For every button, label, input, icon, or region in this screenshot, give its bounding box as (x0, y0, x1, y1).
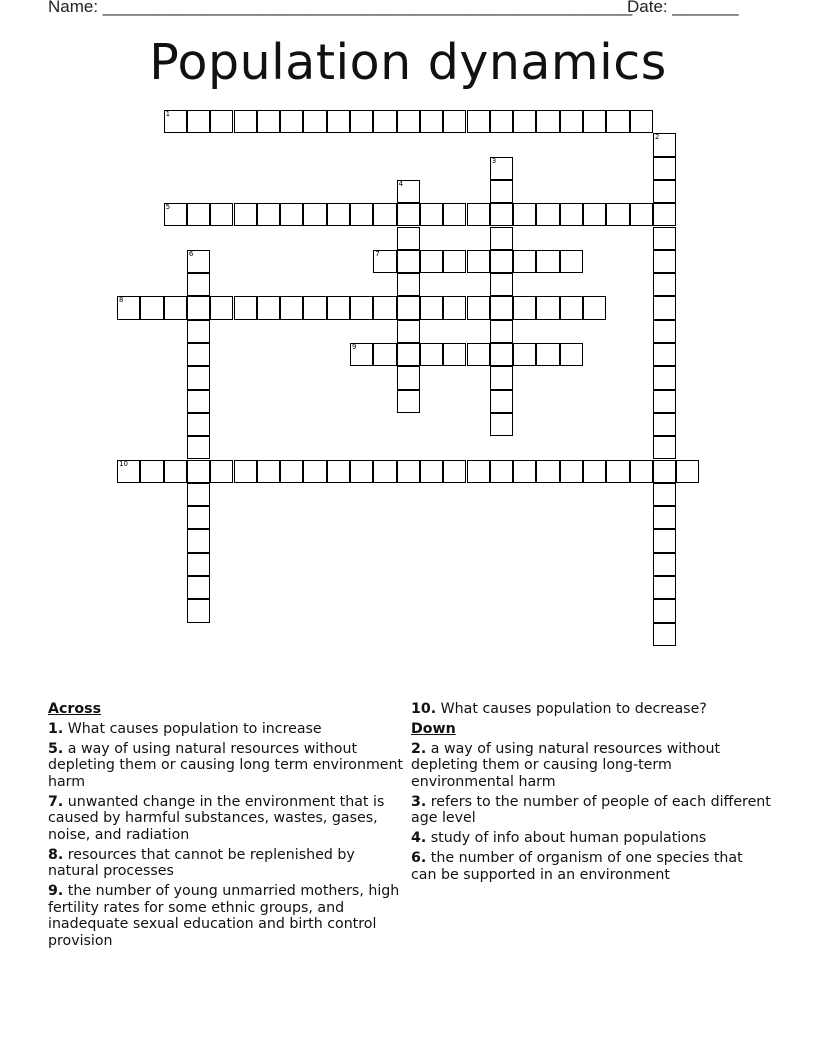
grid-cell[interactable] (397, 110, 420, 133)
grid-cell[interactable] (676, 460, 699, 483)
grid-cell[interactable] (560, 250, 583, 273)
grid-cell[interactable] (210, 203, 233, 226)
grid-cell[interactable] (467, 250, 490, 273)
grid-cell[interactable] (536, 250, 559, 273)
grid-cell[interactable] (513, 296, 536, 319)
grid-cell[interactable] (327, 203, 350, 226)
grid-cell[interactable] (653, 296, 676, 319)
grid-cell[interactable] (536, 296, 559, 319)
grid-cell[interactable] (164, 296, 187, 319)
grid-cell[interactable] (513, 250, 536, 273)
grid-cell[interactable] (653, 460, 676, 483)
grid-cell[interactable] (467, 296, 490, 319)
grid-cell[interactable] (397, 273, 420, 296)
grid-cell[interactable] (187, 320, 210, 343)
grid-cell[interactable] (630, 203, 653, 226)
grid-cell[interactable] (583, 460, 606, 483)
grid-cell[interactable] (117, 460, 140, 483)
grid-cell[interactable] (397, 460, 420, 483)
grid-cell[interactable] (187, 203, 210, 226)
clue-text: What causes population to decrease? (440, 701, 707, 717)
clue-number: 10. (411, 701, 437, 717)
grid-cell[interactable] (187, 343, 210, 366)
clue-number: 5. (48, 740, 64, 757)
grid-cell[interactable] (187, 506, 210, 529)
grid-cell[interactable] (490, 227, 513, 250)
grid-cell[interactable] (536, 203, 559, 226)
clue-text: refers to the number of people of each different age level (411, 793, 771, 826)
clue-text: the number of young unmarried mothers, high fertility rates for some ethnic groups, and inadequate sexual education and birth control provision (48, 883, 400, 949)
grid-cell[interactable] (397, 227, 420, 250)
grid-cell[interactable] (373, 110, 396, 133)
clue-number: 1. (48, 720, 64, 737)
grid-cell[interactable] (164, 203, 187, 226)
grid-cell[interactable] (280, 203, 303, 226)
grid-cell[interactable] (327, 296, 350, 319)
clue-text: a way of using natural resources without depleting them or causing long-term environmental harm (411, 740, 721, 790)
grid-cell[interactable] (560, 460, 583, 483)
grid-cell[interactable] (653, 133, 676, 156)
grid-cell[interactable] (420, 460, 443, 483)
grid-cell[interactable] (187, 273, 210, 296)
clue-text: unwanted change in the environment that is caused by harmful substances, wastes, gases, noise, and radiation (48, 793, 385, 843)
grid-cell[interactable] (443, 296, 466, 319)
grid-cell[interactable] (560, 343, 583, 366)
grid-cell[interactable] (280, 110, 303, 133)
grid-cell[interactable] (490, 273, 513, 296)
clue-text: the number of organism of one species that can be supported in an environment (411, 850, 743, 883)
grid-cell[interactable] (653, 227, 676, 250)
grid-cell[interactable] (490, 203, 513, 226)
grid-cell[interactable] (373, 250, 396, 273)
grid-cell[interactable] (653, 623, 676, 646)
grid-cell[interactable] (420, 343, 443, 366)
grid-cell[interactable] (653, 157, 676, 180)
grid-cell[interactable] (187, 483, 210, 506)
grid-cell[interactable] (280, 296, 303, 319)
grid-cell[interactable] (257, 460, 280, 483)
cell-number: 9 (352, 343, 357, 351)
grid-cell[interactable] (653, 250, 676, 273)
grid-cell[interactable] (490, 180, 513, 203)
grid-cell[interactable] (536, 343, 559, 366)
grid-cell[interactable] (397, 343, 420, 366)
grid-cell[interactable] (583, 110, 606, 133)
grid-cell[interactable] (443, 203, 466, 226)
grid-cell[interactable] (234, 296, 257, 319)
grid-cell[interactable] (350, 296, 373, 319)
grid-cell[interactable] (187, 576, 210, 599)
grid-cell[interactable] (653, 390, 676, 413)
grid-cell[interactable] (467, 343, 490, 366)
grid-cell[interactable] (490, 366, 513, 389)
down-heading: Down (411, 721, 456, 737)
page-title: Population dynamics (149, 34, 667, 91)
grid-cell[interactable] (397, 390, 420, 413)
cell-number: 5 (165, 203, 171, 212)
grid-cell[interactable] (653, 366, 676, 389)
grid-cell[interactable] (653, 576, 676, 599)
grid-cell[interactable] (653, 320, 676, 343)
grid-cell[interactable] (490, 413, 513, 436)
grid-cell[interactable] (280, 460, 303, 483)
grid-cell[interactable] (303, 203, 326, 226)
grid-cell[interactable] (653, 413, 676, 436)
grid-cell[interactable] (303, 296, 326, 319)
date-field-label[interactable]: Date: _______ (627, 0, 739, 16)
clue-text: resources that cannot be replenished by natural processes (48, 846, 355, 879)
grid-cell[interactable] (653, 553, 676, 576)
grid-cell[interactable] (513, 460, 536, 483)
grid-cell[interactable] (606, 110, 629, 133)
grid-cell[interactable] (490, 320, 513, 343)
grid-cell[interactable] (420, 250, 443, 273)
grid-cell[interactable] (140, 460, 163, 483)
grid-cell[interactable] (164, 110, 187, 133)
grid-cell[interactable] (653, 483, 676, 506)
grid-cell[interactable] (187, 529, 210, 552)
grid-cell[interactable] (513, 110, 536, 133)
clue-number: 4. (411, 830, 427, 846)
grid-cell[interactable] (327, 110, 350, 133)
grid-cell[interactable] (443, 343, 466, 366)
grid-cell[interactable] (420, 296, 443, 319)
down-clue-6 (411, 850, 771, 883)
grid-cell[interactable] (560, 110, 583, 133)
grid-cell[interactable] (303, 460, 326, 483)
grid-cell[interactable] (187, 553, 210, 576)
grid-cell[interactable] (536, 110, 559, 133)
clue-number: 8. (48, 846, 64, 863)
cell-number: 10 (119, 459, 128, 468)
grid-cell[interactable] (187, 413, 210, 436)
grid-cell[interactable] (397, 366, 420, 389)
across-clue-9 (48, 883, 408, 949)
clue-text: What causes population to increase (67, 720, 322, 737)
name-field-label[interactable]: Name: ________________________________________________________ (48, 0, 633, 16)
cell-number: 2 (654, 133, 660, 142)
grid-cell[interactable] (187, 296, 210, 319)
grid-cell[interactable] (583, 296, 606, 319)
cell-number: 8 (119, 296, 124, 305)
grid-cell[interactable] (397, 250, 420, 273)
grid-cell[interactable] (187, 390, 210, 413)
grid-cell[interactable] (397, 203, 420, 226)
grid-cell[interactable] (490, 390, 513, 413)
grid-cell[interactable] (210, 460, 233, 483)
grid-cell[interactable] (257, 110, 280, 133)
down-clue-3 (411, 794, 771, 827)
grid-cell[interactable] (467, 203, 490, 226)
grid-cell[interactable] (397, 296, 420, 319)
grid-cell[interactable] (490, 296, 513, 319)
grid-cell[interactable] (490, 110, 513, 133)
grid-cell[interactable] (117, 296, 140, 319)
grid-cell[interactable] (583, 203, 606, 226)
grid-cell[interactable] (490, 343, 513, 366)
grid-cell[interactable] (373, 460, 396, 483)
grid-cell[interactable] (490, 157, 513, 180)
grid-cell[interactable] (327, 460, 350, 483)
cell-number: 4 (398, 179, 404, 188)
clue-number: 7. (48, 793, 64, 810)
grid-cell[interactable] (630, 110, 653, 133)
down-clue-2 (411, 741, 771, 791)
grid-cell[interactable] (420, 203, 443, 226)
grid-cell[interactable] (210, 110, 233, 133)
across-clue-1 (48, 721, 408, 738)
clues-left-column (48, 701, 408, 953)
grid-cell[interactable] (397, 180, 420, 203)
grid-cell[interactable] (234, 460, 257, 483)
cell-number: 1 (165, 110, 171, 118)
grid-cell[interactable] (653, 599, 676, 622)
grid-cell[interactable] (350, 343, 373, 366)
grid-cell[interactable] (187, 110, 210, 133)
grid-cell[interactable] (653, 180, 676, 203)
grid-cell[interactable] (350, 203, 373, 226)
grid-cell[interactable] (490, 250, 513, 273)
grid-cell[interactable] (303, 110, 326, 133)
clue-text: a way of using natural resources without depleting them or causing long term environment harm (48, 740, 404, 790)
down-clue-4 (411, 830, 771, 847)
across-heading: Across (48, 701, 102, 717)
grid-cell[interactable] (187, 250, 210, 273)
grid-cell[interactable] (187, 460, 210, 483)
grid-cell[interactable] (187, 599, 210, 622)
clues-right-column (411, 701, 771, 887)
grid-cell[interactable] (373, 203, 396, 226)
grid-cell[interactable] (350, 460, 373, 483)
grid-cell[interactable] (234, 110, 257, 133)
grid-cell[interactable] (513, 203, 536, 226)
grid-cell[interactable] (187, 436, 210, 459)
grid-cell[interactable] (653, 529, 676, 552)
grid-cell[interactable] (257, 203, 280, 226)
grid-cell[interactable] (490, 460, 513, 483)
grid-cell[interactable] (234, 203, 257, 226)
grid-cell[interactable] (467, 110, 490, 133)
grid-cell[interactable] (606, 460, 629, 483)
grid-cell[interactable] (560, 296, 583, 319)
grid-cell[interactable] (606, 203, 629, 226)
grid-cell[interactable] (513, 343, 536, 366)
grid-cell[interactable] (560, 203, 583, 226)
grid-cell[interactable] (653, 203, 676, 226)
cell-number: 6 (188, 249, 194, 258)
across-clue-7 (48, 794, 408, 844)
grid-cell[interactable] (397, 320, 420, 343)
grid-cell[interactable] (536, 460, 559, 483)
grid-cell[interactable] (630, 460, 653, 483)
grid-cell[interactable] (443, 110, 466, 133)
grid-cell[interactable] (443, 460, 466, 483)
grid-cell[interactable] (467, 460, 490, 483)
grid-cell[interactable] (373, 343, 396, 366)
grid-cell[interactable] (350, 110, 373, 133)
clue-number: 6. (411, 850, 427, 866)
cell-number: 3 (491, 156, 497, 165)
grid-cell[interactable] (210, 296, 233, 319)
clue-number: 9. (48, 883, 64, 899)
clue-text: study of info about human populations (430, 830, 707, 846)
grid-cell[interactable] (653, 436, 676, 459)
clue-number: 3. (411, 793, 427, 810)
clue-number: 2. (411, 740, 427, 757)
across-clue-5 (48, 741, 408, 791)
cell-number: 7 (375, 249, 380, 258)
grid-cell[interactable] (653, 506, 676, 529)
grid-cell[interactable] (653, 273, 676, 296)
grid-cell[interactable] (164, 460, 187, 483)
grid-cell[interactable] (257, 296, 280, 319)
grid-cell[interactable] (653, 343, 676, 366)
across-clue-10 (411, 701, 771, 718)
grid-cell[interactable] (443, 250, 466, 273)
grid-cell[interactable] (187, 366, 210, 389)
grid-cell[interactable] (140, 296, 163, 319)
grid-cell[interactable] (420, 110, 443, 133)
across-clue-8 (48, 847, 408, 880)
grid-cell[interactable] (373, 296, 396, 319)
